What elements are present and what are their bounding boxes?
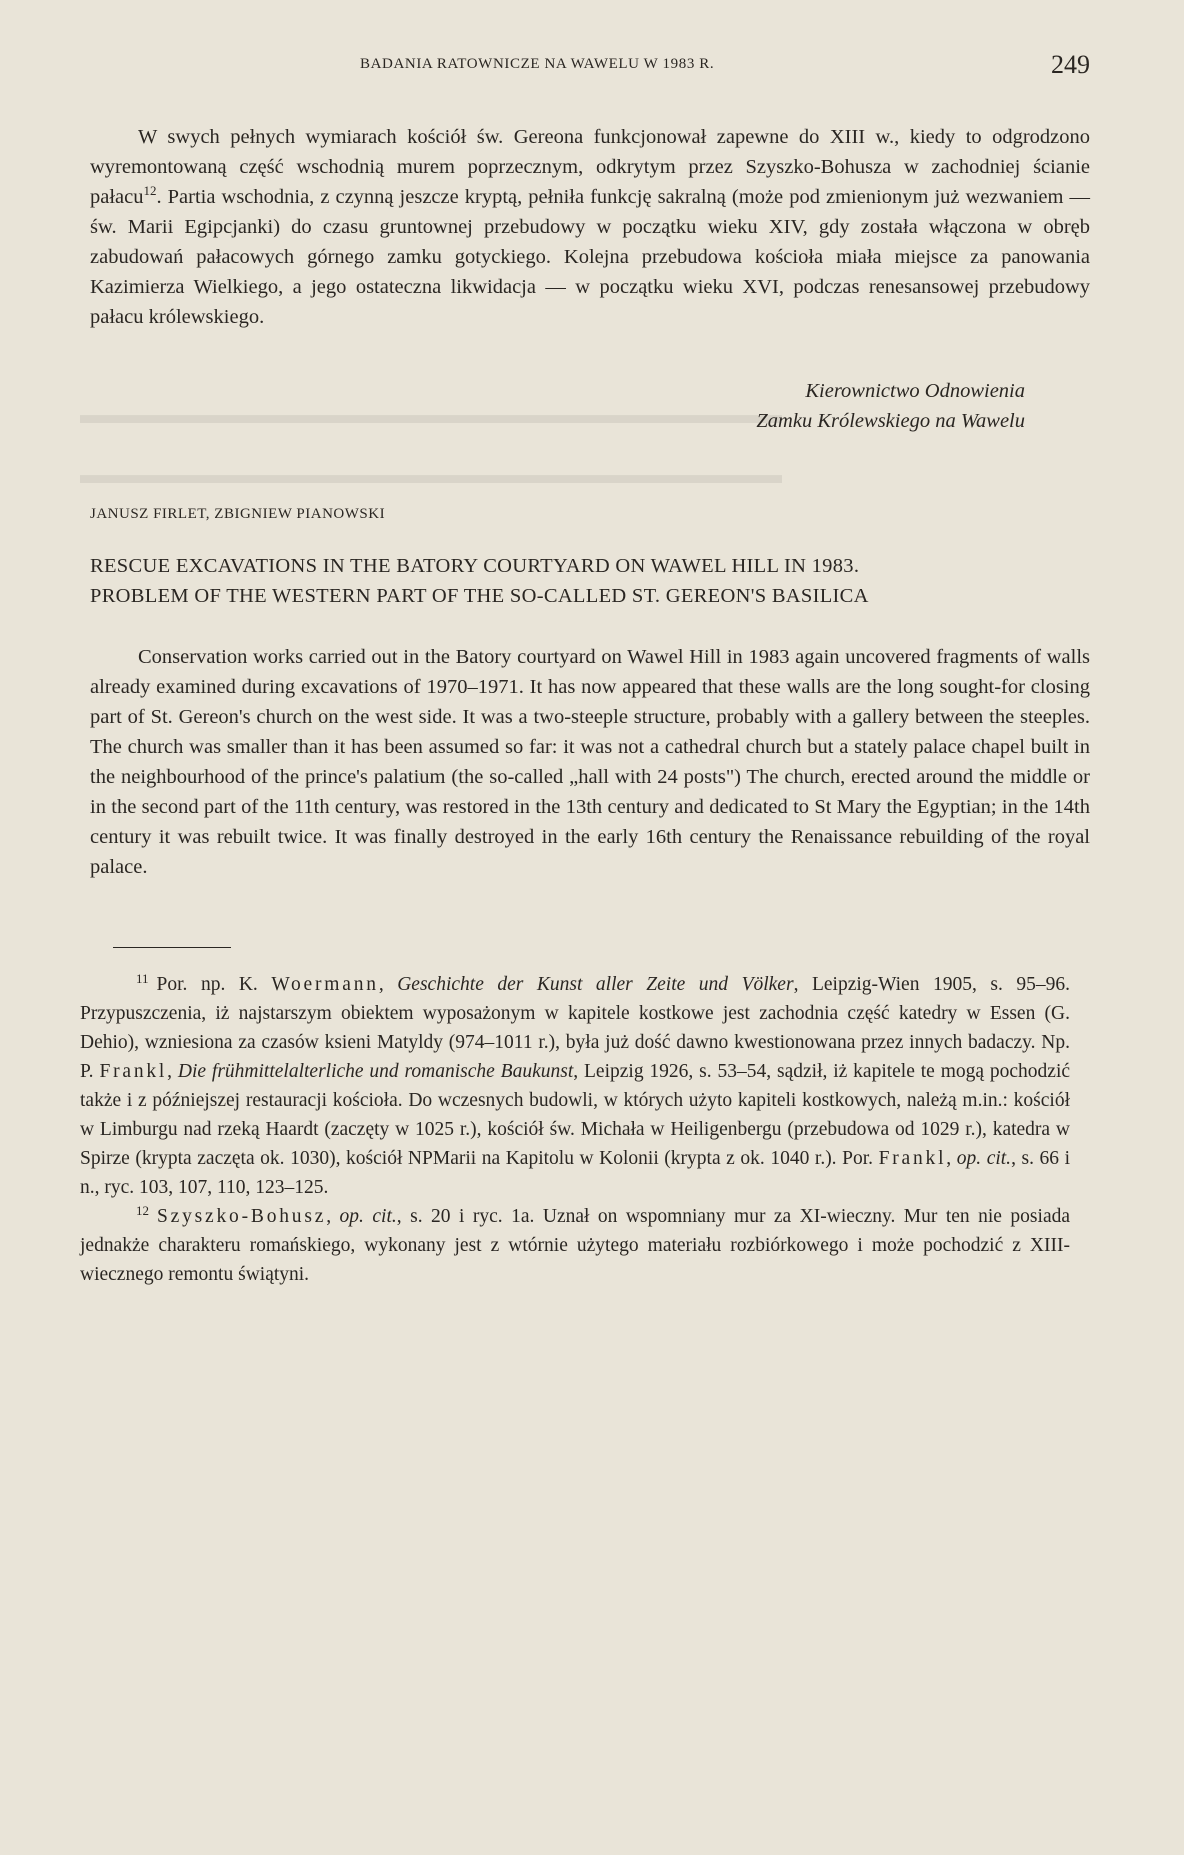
footnote-text: Por. np. K. <box>156 974 272 995</box>
affiliation-signature <box>560 376 1025 436</box>
show-through-decoration: ▬▬▬▬▬▬▬▬▬▬▬▬▬▬▬▬▬▬▬▬▬▬▬▬▬▬▬ <box>80 400 782 429</box>
signature-line: Kierownictwo Odnowienia <box>805 380 1025 402</box>
footnote-number: 11 <box>136 970 149 986</box>
footnote-text: , Leipzig 1926, s. 53–54, sądził, iż kapitele te mogą pochodzić także i z późniejszej restauracji kościoła. Do wczesnych budowli, w których użyto kapiteli kostkowych, należą m.in.: kościół w Limburgu nad rzeką Haardt (zaczęty w 1025 r.), kościół św. Michała w Heiligenbergu (przebudowa od 1029 r.), katedra w Spirze (krypta zaczęta ok. 1030), kościół NPMarii na Kapitolu w Kolonii (krypta z ok. 1040 r.). Por. <box>80 1061 1071 1169</box>
author-name: Frankl <box>99 1061 168 1082</box>
author-name: Frankl <box>878 1148 947 1169</box>
article-title <box>90 551 1090 611</box>
footnote-text: , s. 66 i n., ryc. 103, 107, 110, 123–125. <box>80 1148 1071 1198</box>
footnote-text: , Leipzig-Wien 1905, s. 95–96. Przypuszczenia, iż najstarszym obiektem wyposażonym w kapitele kostkowe jest zachodnia część katedry w Essen (G. Dehio), wzniesiona za czasów ksieni Matyldy (974–1011 r.), była już dość dawno kwestionowana przez innych badaczy. Np. P. <box>80 974 1071 1082</box>
footnote-reference: 12 <box>143 183 157 199</box>
running-head: BADANIA RATOWNICZE NA WAWELU W 1983 R. <box>360 56 715 72</box>
footnote-divider <box>113 947 231 948</box>
footnote-text: , <box>326 1206 340 1227</box>
author-name: Szyszko-Bohusz <box>157 1206 327 1227</box>
paragraph-text: W swych pełnych wymiarach kościół św. Gereona funkcjonował zapewne do XIII w., kiedy to odgrodzono wyremontowaną część wschodnią murem poprzecznym, odkrytym przez Szyszko-Bohusza w zachodniej ścianie pałacu <box>90 126 1090 208</box>
author-name: Woermann <box>271 974 379 995</box>
footnotes <box>80 970 1070 1289</box>
footnote-number: 12 <box>136 1202 149 1218</box>
footnote-text: , s. 20 i ryc. 1a. Uznał on wspomniany mur za XI-wieczny. Mur ten nie posiada jednakże charakteru romańskiego, wykonany jest z wtórnie użytego materiału rozbiórkowego i może pochodzić z XIII-wiecznego remontu świątyni. <box>80 1206 1071 1285</box>
footnote-text: , <box>167 1061 178 1082</box>
footnote-11 <box>80 970 1070 1202</box>
title-line: RESCUE EXCAVATIONS IN THE BATORY COURTYARD ON WAWEL HILL IN 1983. <box>90 555 860 577</box>
english-summary: Conservation works carried out in the Batory courtyard on Wawel Hill in 1983 again uncovered fragments of walls already examined during excavations of 1970–1971. It has now appeared that these walls are the long sought-for closing part of St. Gereon's church on the west side. It was a two-steeple structure, probably with a gallery between the steeples. The church was smaller than it has been assumed so far: it was not a cathedral church but a stately palace chapel built in the neighbourhood of the prince's palatium (the so-called „hall with 24 posts") The church, erected around the middle or in the second part of the 11th century, was restored in the 13th century and dedicated to St Mary the Egyptian; in the 14th century it was rebuilt twice. It was finally destroyed in the early 16th century the Renaissance rebuilding of the royal palace. <box>90 646 1090 878</box>
footnote-text: , <box>378 974 398 995</box>
work-title: Die frühmittelalterliche und romanische Baukunst <box>177 1061 574 1082</box>
footnote-12 <box>80 1202 1070 1289</box>
page-header <box>90 50 1090 84</box>
op-cit: op. cit. <box>339 1206 397 1227</box>
footnote-text: , <box>946 1148 957 1169</box>
authors-line: JANUSZ FIRLET, ZBIGNIEW PIANOWSKI <box>90 506 386 522</box>
show-through-decoration: ▬▬▬▬▬▬▬▬▬▬▬▬▬▬▬▬▬▬▬▬▬▬▬▬▬▬▬ <box>80 460 782 489</box>
paragraph-text: . Partia wschodnia, z czynną jeszcze kryptą, pełniła funkcję sakralną (może pod zmienionym już wezwaniem — św. Marii Egipcjanki) do czasu gruntownej przebudowy w początku wieku XIV, gdy została włączona w obręb zabudowań pałacowych górnego zamku gotyckiego. Kolejna przebudowa kościoła miała miejsce za panowania Kazimierza Wielkiego, a jego ostateczna likwidacja — w początku wieku XVI, podczas renesansowej przebudowy pałacu królewskiego. <box>90 186 1090 328</box>
work-title: Geschichte der Kunst aller Zeite und Völker <box>397 974 794 995</box>
op-cit: op. cit. <box>956 1148 1012 1169</box>
title-line: PROBLEM OF THE WESTERN PART OF THE SO-CALLED ST. GEREON'S BASILICA <box>90 585 869 607</box>
signature-line: Zamku Królewskiego na Wawelu <box>756 410 1025 432</box>
page-number: 249 <box>1051 50 1090 79</box>
polish-paragraph <box>90 122 1090 332</box>
